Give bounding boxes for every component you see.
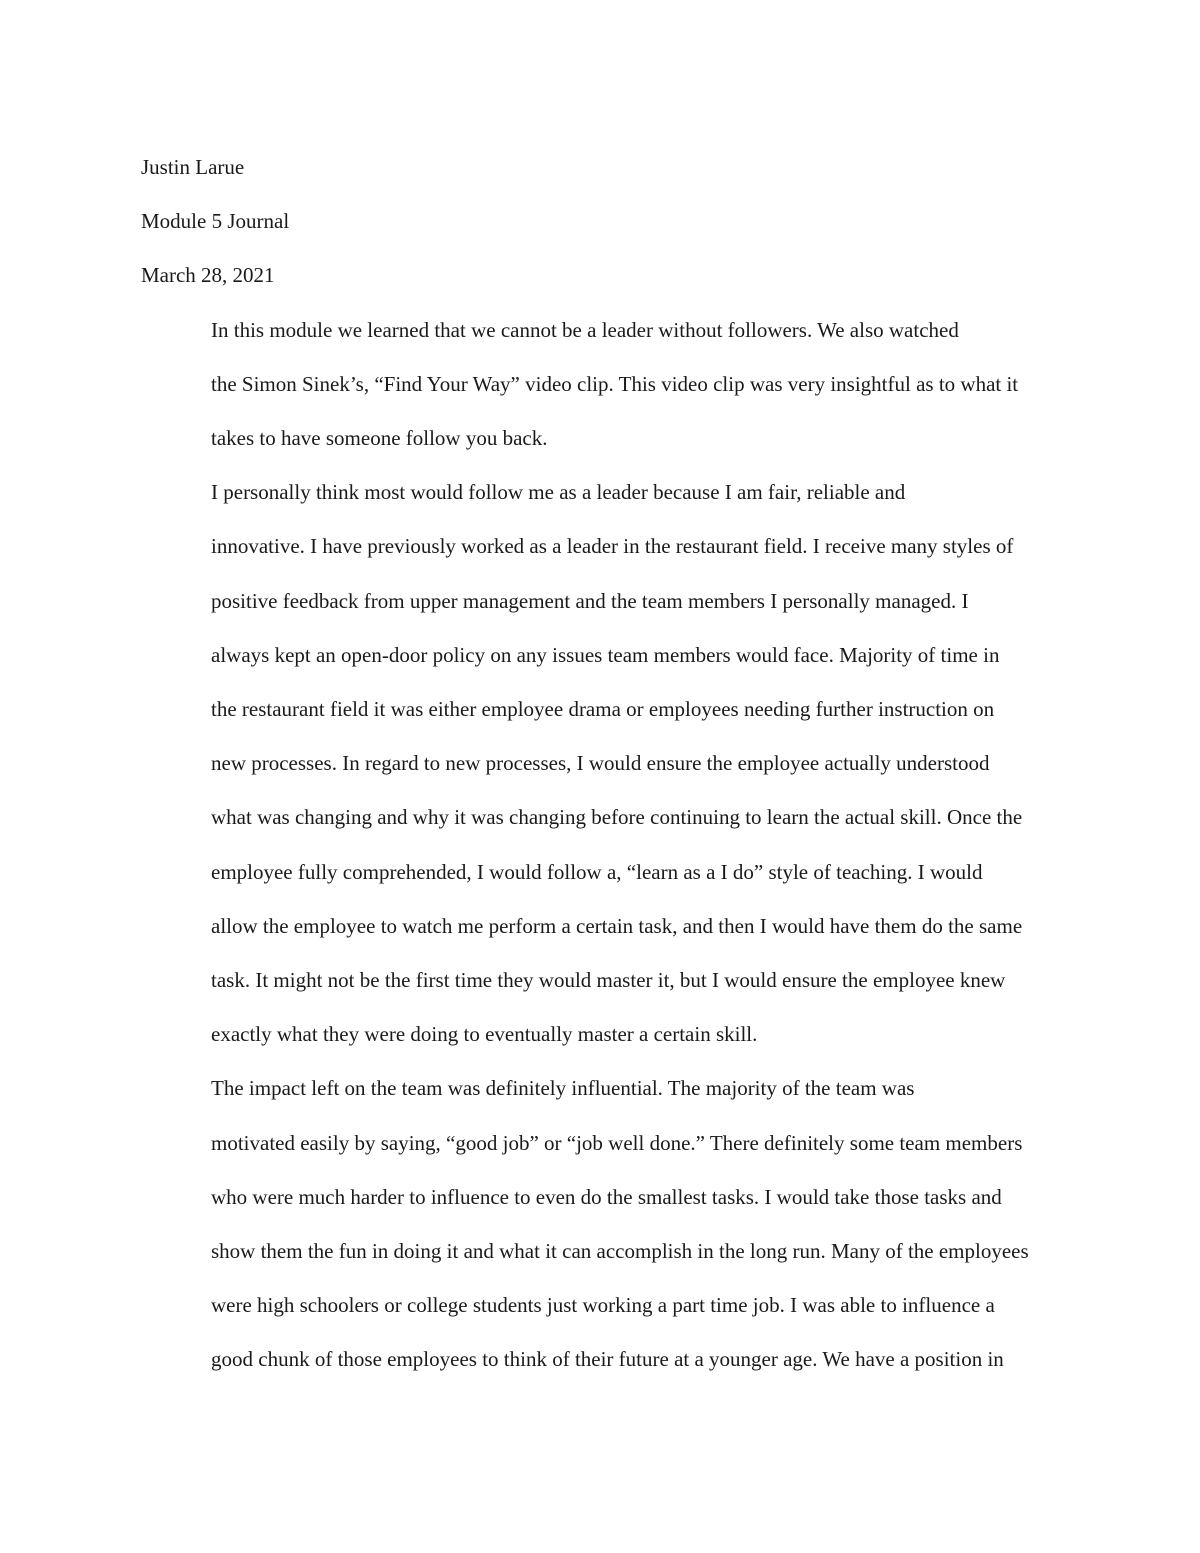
text-line: task. It might not be the first time they would master it, but I would ensure the employee knew [211,968,1006,993]
document-date: March 28, 2021 [141,263,275,288]
text-line: allow the employee to watch me perform a certain task, and then I would have them do the same [211,913,1023,938]
text-line: good chunk of those employees to think of their future at a younger age. We have a position in [211,1347,1004,1372]
text-line: new processes. In regard to new processes, I would ensure the employee actually understood [211,751,990,776]
paragraph-2 [141,465,1061,1061]
document-body [141,140,1061,1387]
text-line: positive feedback from upper management and the team members I personally managed. I [211,588,969,613]
text-line: The impact left on the team was definitely influential. The majority of the team was [211,1076,915,1101]
text-line: were high schoolers or college students just working a part time job. I was able to influence a [211,1293,995,1318]
text-line: the restaurant field it was either employee drama or employees needing further instruction on [211,697,995,722]
text-line: I personally think most would follow me as a leader because I am fair, reliable and [211,480,906,505]
text-line: takes to have someone follow you back. [211,426,548,451]
paragraph-3 [141,1061,1061,1386]
text-line: innovative. I have previously worked as a leader in the restaurant field. I receive many styles of [211,534,1014,559]
text-line: always kept an open-door policy on any issues team members would face. Majority of time in [211,642,1000,667]
assignment-title: Module 5 Journal [141,209,290,234]
text-line: show them the fun in doing it and what it can accomplish in the long run. Many of the employees [211,1239,1029,1264]
text-line: what was changing and why it was changing before continuing to learn the actual skill. Once the [211,805,1023,830]
text-line: In this module we learned that we cannot be a leader without followers. We also watched [211,317,959,342]
paragraph-1 [141,303,1061,466]
text-line: employee fully comprehended, I would follow a, “learn as a I do” style of teaching. I would [211,859,983,884]
text-line: exactly what they were doing to eventually master a certain skill. [211,1022,758,1047]
author-name: Justin Larue [141,155,245,179]
text-line: who were much harder to influence to even do the smallest tasks. I would take those tasks and [211,1184,1002,1209]
text-line: motivated easily by saying, “good job” or “job well done.” There definitely some team members [211,1130,1023,1155]
text-line: the Simon Sinek’s, “Find Your Way” video clip. This video clip was very insightful as to what it [211,371,1019,396]
